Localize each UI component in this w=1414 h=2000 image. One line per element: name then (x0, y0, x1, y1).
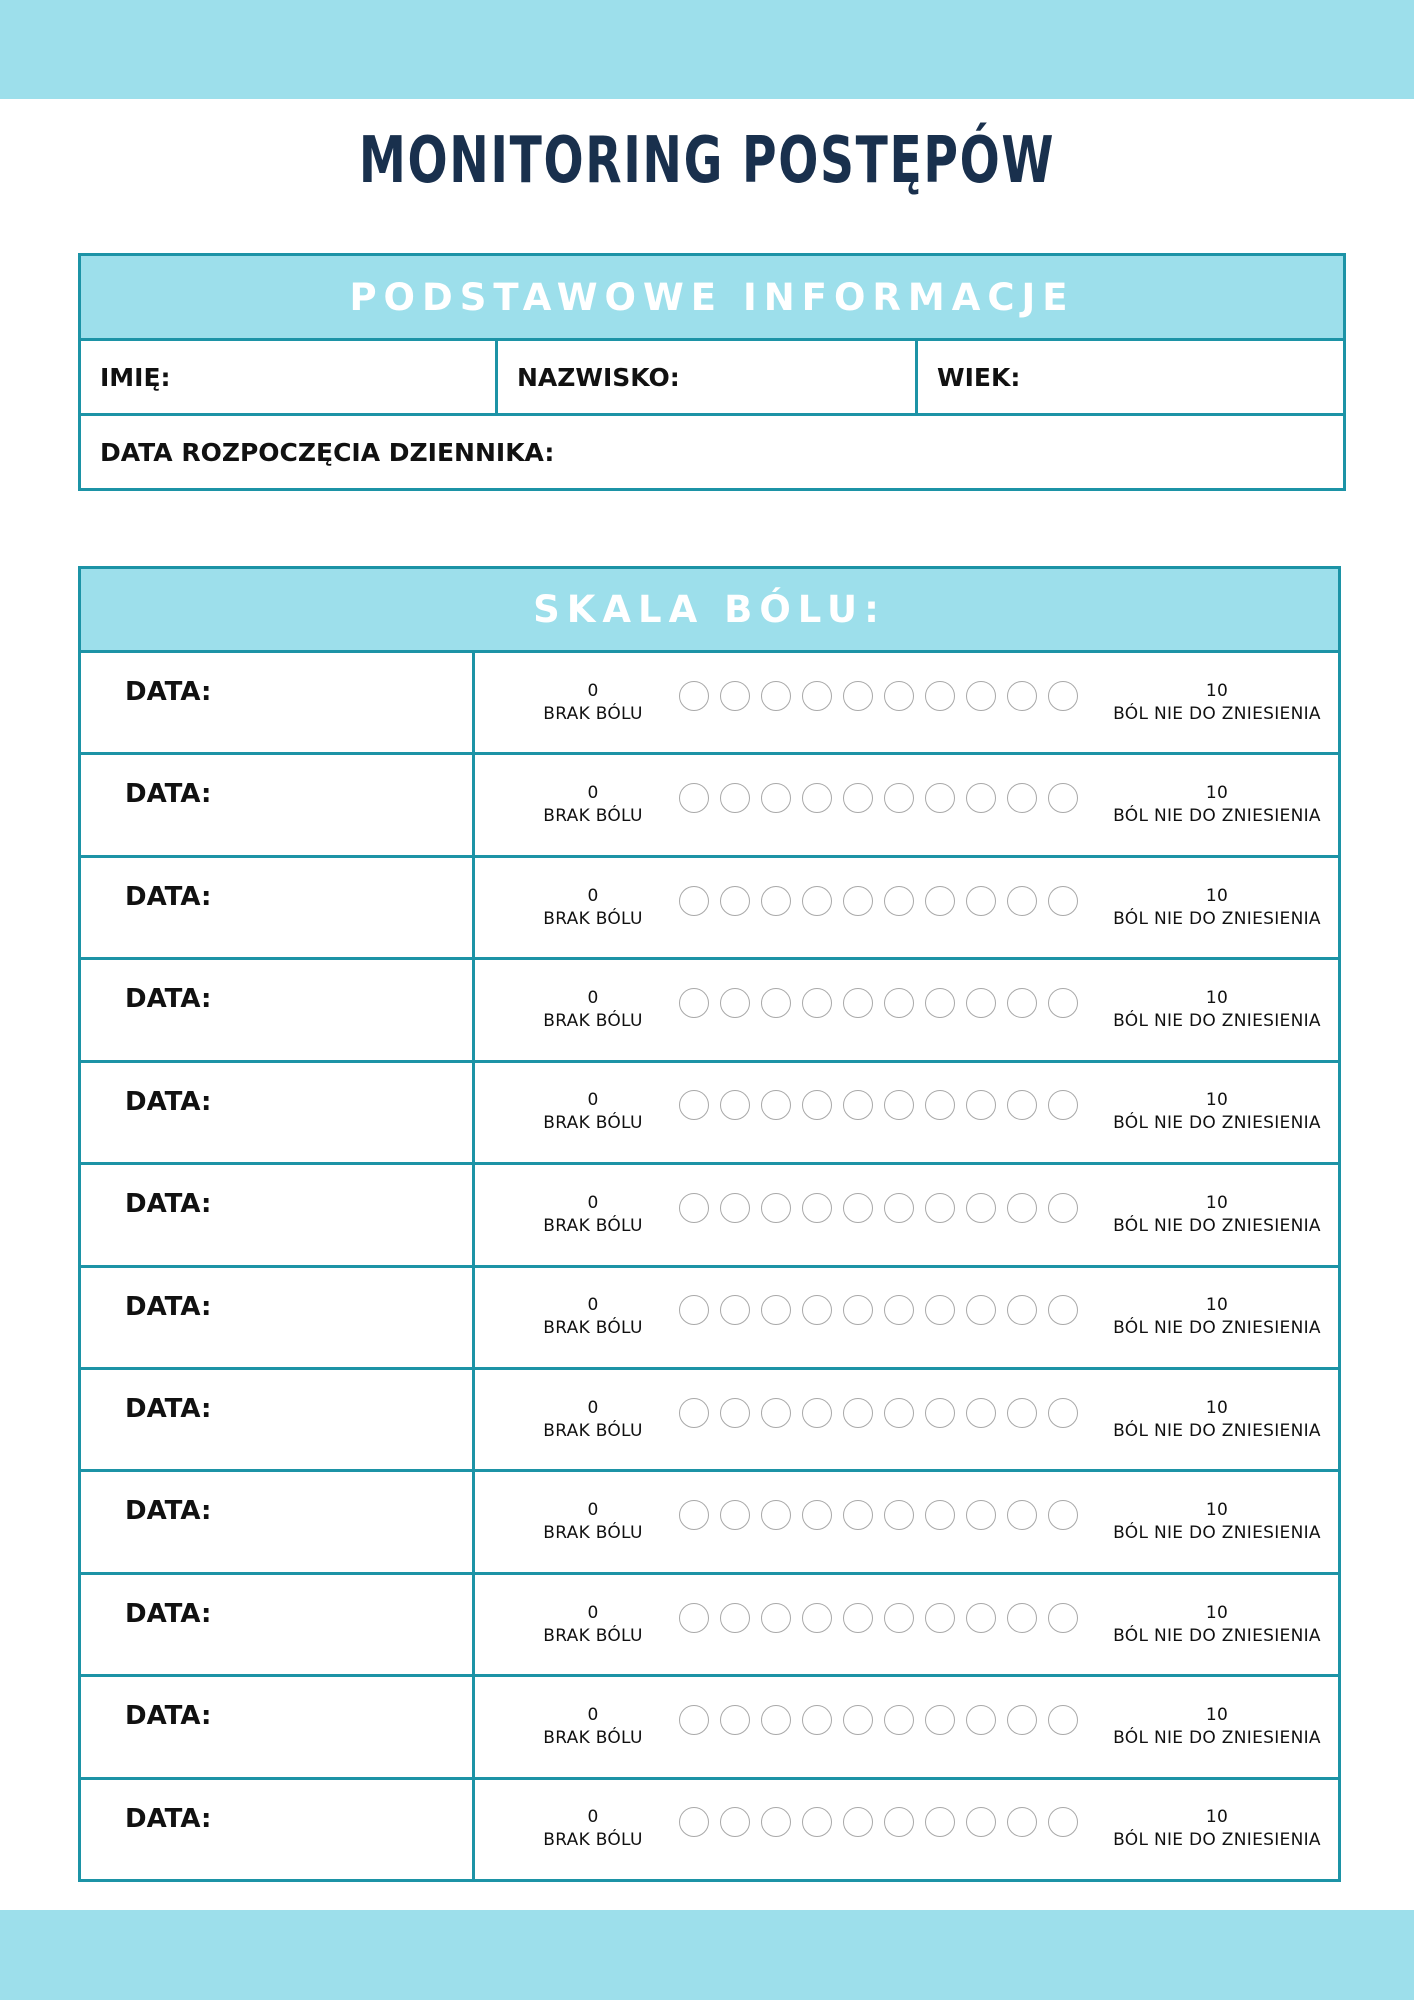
pain-scale (475, 1268, 1338, 1367)
scale-min (537, 1294, 649, 1340)
age-field[interactable] (918, 341, 1343, 413)
last-name-label: NAZWISKO: (517, 362, 680, 392)
scale-min-value: 0 (587, 885, 599, 906)
pain-level-circle[interactable] (843, 783, 873, 813)
scale-max (1108, 1294, 1326, 1340)
pain-level-circle[interactable] (720, 1295, 750, 1325)
scale-max-label: BÓL NIE DO ZNIESIENIA (1113, 1625, 1321, 1646)
pain-level-circle[interactable] (843, 1807, 873, 1837)
scale-min (537, 782, 649, 828)
pain-circles (679, 1807, 1078, 1837)
scale-min-value: 0 (587, 1397, 599, 1418)
pain-level-circle[interactable] (925, 1500, 955, 1530)
pain-circles (679, 681, 1078, 711)
pain-level-circle[interactable] (802, 988, 832, 1018)
scale-max-value: 10 (1205, 1397, 1229, 1418)
pain-level-circle[interactable] (720, 886, 750, 916)
pain-level-circle[interactable] (884, 1090, 914, 1120)
pain-level-circle[interactable] (884, 1398, 914, 1428)
pain-level-circle[interactable] (1007, 1398, 1037, 1428)
pain-level-circle[interactable] (802, 1705, 832, 1735)
scale-min-value: 0 (587, 1295, 599, 1316)
pain-scale (475, 960, 1338, 1059)
start-date-label: DATA ROZPOCZĘCIA DZIENNIKA: (100, 437, 555, 467)
scale-max-value: 10 (1205, 1090, 1229, 1111)
pain-level-circle[interactable] (761, 886, 791, 916)
scale-max (1108, 1602, 1326, 1648)
pain-level-circle[interactable] (802, 1807, 832, 1837)
pain-level-circle[interactable] (802, 1193, 832, 1223)
pain-scale-row (81, 650, 1338, 752)
pain-level-circle[interactable] (884, 1500, 914, 1530)
scale-min-label: BRAK BÓLU (543, 1523, 643, 1544)
pain-level-circle[interactable] (843, 1705, 873, 1735)
pain-circles (679, 1705, 1078, 1735)
date-field[interactable] (81, 1780, 475, 1879)
scale-min-label: BRAK BÓLU (543, 1420, 643, 1441)
start-date-field[interactable] (81, 416, 1343, 488)
pain-level-circle[interactable] (1007, 886, 1037, 916)
scale-max-label: BÓL NIE DO ZNIESIENIA (1113, 1727, 1321, 1748)
scale-max-label: BÓL NIE DO ZNIESIENIA (1113, 806, 1321, 827)
pain-level-circle[interactable] (966, 988, 996, 1018)
scale-min-value: 0 (587, 1500, 599, 1521)
scale-max-label: BÓL NIE DO ZNIESIENIA (1113, 1113, 1321, 1134)
pain-level-circle[interactable] (966, 1295, 996, 1325)
scale-min (537, 1499, 649, 1545)
pain-level-circle[interactable] (1048, 783, 1078, 813)
date-label: DATA: (125, 677, 212, 707)
pain-scale (475, 858, 1338, 957)
pain-level-circle[interactable] (925, 886, 955, 916)
pain-level-circle[interactable] (884, 886, 914, 916)
pain-level-circle[interactable] (720, 681, 750, 711)
scale-max-value: 10 (1205, 885, 1229, 906)
pain-level-circle[interactable] (925, 1705, 955, 1735)
basic-info-header: PODSTAWOWE INFORMACJE (81, 256, 1343, 341)
pain-level-circle[interactable] (925, 1603, 955, 1633)
pain-level-circle[interactable] (1048, 1295, 1078, 1325)
scale-min-value: 0 (587, 1192, 599, 1213)
pain-level-circle[interactable] (843, 1193, 873, 1223)
date-field[interactable] (81, 1575, 475, 1674)
pain-level-circle[interactable] (925, 1295, 955, 1325)
scale-max-value: 10 (1205, 1704, 1229, 1725)
pain-level-circle[interactable] (802, 886, 832, 916)
date-label: DATA: (125, 1701, 212, 1732)
pain-circles (679, 988, 1078, 1018)
pain-level-circle[interactable] (925, 1193, 955, 1223)
pain-level-circle[interactable] (802, 1295, 832, 1325)
scale-max-label: BÓL NIE DO ZNIESIENIA (1113, 703, 1321, 724)
pain-scale-row (81, 1265, 1338, 1367)
scale-min (537, 1192, 649, 1238)
scale-max-value: 10 (1205, 1500, 1229, 1521)
date-field[interactable] (81, 1063, 475, 1162)
scale-max-value: 10 (1205, 1807, 1229, 1828)
date-field[interactable] (81, 1268, 475, 1367)
pain-level-circle[interactable] (679, 1398, 709, 1428)
pain-scale-section (78, 566, 1341, 1882)
pain-circles (679, 1603, 1078, 1633)
pain-level-circle[interactable] (925, 1398, 955, 1428)
pain-scale-row (81, 752, 1338, 854)
pain-level-circle[interactable] (802, 1090, 832, 1120)
date-label: DATA: (125, 1496, 212, 1527)
pain-scale-row (81, 1572, 1338, 1674)
scale-min-value: 0 (587, 783, 599, 804)
pain-level-circle[interactable] (802, 783, 832, 813)
scale-max-value: 10 (1205, 1295, 1229, 1316)
pain-level-circle[interactable] (966, 1090, 996, 1120)
pain-level-circle[interactable] (1048, 1500, 1078, 1530)
date-field[interactable] (81, 1677, 475, 1776)
pain-scale-row (81, 957, 1338, 1059)
scale-max-label: BÓL NIE DO ZNIESIENIA (1113, 1318, 1321, 1339)
pain-level-circle[interactable] (720, 1603, 750, 1633)
scale-min-label: BRAK BÓLU (543, 1010, 643, 1031)
pain-level-circle[interactable] (761, 1705, 791, 1735)
date-field[interactable] (81, 755, 475, 854)
pain-circles (679, 886, 1078, 916)
pain-level-circle[interactable] (802, 681, 832, 711)
scale-max-value: 10 (1205, 783, 1229, 804)
pain-level-circle[interactable] (761, 1295, 791, 1325)
scale-min-label: BRAK BÓLU (543, 1830, 643, 1851)
pain-level-circle[interactable] (925, 1807, 955, 1837)
scale-max-value: 10 (1205, 680, 1229, 701)
scale-min-value: 0 (587, 1807, 599, 1828)
scale-max-label: BÓL NIE DO ZNIESIENIA (1113, 1420, 1321, 1441)
pain-scale-row (81, 1777, 1338, 1879)
scale-min-label: BRAK BÓLU (543, 1727, 643, 1748)
scale-max (1108, 680, 1326, 726)
date-field[interactable] (81, 1370, 475, 1469)
pain-level-circle[interactable] (720, 1807, 750, 1837)
pain-level-circle[interactable] (1048, 1193, 1078, 1223)
pain-level-circle[interactable] (720, 783, 750, 813)
pain-scale-row (81, 1060, 1338, 1162)
pain-level-circle[interactable] (720, 1398, 750, 1428)
basic-info-row (81, 341, 1343, 416)
date-label: DATA: (125, 779, 212, 810)
page-title: MONITORING POSTĘPÓW (358, 124, 1056, 198)
pain-level-circle[interactable] (884, 1193, 914, 1223)
pain-level-circle[interactable] (679, 1090, 709, 1120)
scale-max (1108, 1089, 1326, 1135)
pain-level-circle[interactable] (925, 1090, 955, 1120)
pain-scale (475, 1472, 1338, 1571)
date-field[interactable] (81, 858, 475, 957)
pain-level-circle[interactable] (679, 1500, 709, 1530)
pain-level-circle[interactable] (843, 681, 873, 711)
scale-min-label: BRAK BÓLU (543, 1215, 643, 1236)
pain-scale (475, 1063, 1338, 1162)
pain-level-circle[interactable] (679, 886, 709, 916)
scale-min (537, 1704, 649, 1750)
scale-max-label: BÓL NIE DO ZNIESIENIA (1113, 1830, 1321, 1851)
pain-level-circle[interactable] (966, 1500, 996, 1530)
scale-min-label: BRAK BÓLU (543, 1625, 643, 1646)
date-label: DATA: (125, 1393, 212, 1424)
scale-max-label: BÓL NIE DO ZNIESIENIA (1113, 908, 1321, 929)
pain-scale (475, 1165, 1338, 1264)
bottom-band (0, 1910, 1414, 2000)
age-label: WIEK: (937, 362, 1021, 392)
pain-scale (475, 1780, 1338, 1879)
pain-level-circle[interactable] (761, 1807, 791, 1837)
pain-level-circle[interactable] (761, 1603, 791, 1633)
pain-level-circle[interactable] (720, 1705, 750, 1735)
scale-max (1108, 1704, 1326, 1750)
pain-level-circle[interactable] (1007, 1705, 1037, 1735)
scale-max-label: BÓL NIE DO ZNIESIENIA (1113, 1010, 1321, 1031)
pain-level-circle[interactable] (843, 1398, 873, 1428)
pain-level-circle[interactable] (843, 886, 873, 916)
pain-scale-rows (81, 650, 1338, 1879)
pain-level-circle[interactable] (925, 783, 955, 813)
pain-level-circle[interactable] (761, 783, 791, 813)
pain-scale-row (81, 855, 1338, 957)
pain-circles (679, 1295, 1078, 1325)
scale-max (1108, 1499, 1326, 1545)
top-band (0, 0, 1414, 99)
scale-max-value: 10 (1205, 1192, 1229, 1213)
pain-level-circle[interactable] (966, 681, 996, 711)
date-field[interactable] (81, 960, 475, 1059)
scale-min (537, 1806, 649, 1852)
scale-min (537, 1089, 649, 1135)
scale-max (1108, 1192, 1326, 1238)
pain-level-circle[interactable] (761, 988, 791, 1018)
scale-min-label: BRAK BÓLU (543, 908, 643, 929)
scale-min-value: 0 (587, 680, 599, 701)
date-field[interactable] (81, 1472, 475, 1571)
pain-scale (475, 1370, 1338, 1469)
pain-circles (679, 1500, 1078, 1530)
pain-circles (679, 783, 1078, 813)
pain-level-circle[interactable] (1007, 988, 1037, 1018)
pain-level-circle[interactable] (1007, 783, 1037, 813)
pain-level-circle[interactable] (761, 1090, 791, 1120)
pain-level-circle[interactable] (884, 783, 914, 813)
scale-min (537, 680, 649, 726)
date-label: DATA: (125, 1598, 212, 1629)
pain-scale (475, 755, 1338, 854)
scale-min-label: BRAK BÓLU (543, 1318, 643, 1339)
date-label: DATA: (125, 984, 212, 1015)
pain-scale-row (81, 1469, 1338, 1571)
pain-level-circle[interactable] (761, 1398, 791, 1428)
scale-max-value: 10 (1205, 987, 1229, 1008)
pain-level-circle[interactable] (843, 1090, 873, 1120)
pain-level-circle[interactable] (761, 1500, 791, 1530)
pain-level-circle[interactable] (679, 1295, 709, 1325)
pain-level-circle[interactable] (1007, 1090, 1037, 1120)
pain-level-circle[interactable] (966, 1193, 996, 1223)
pain-level-circle[interactable] (1007, 1807, 1037, 1837)
first-name-field[interactable] (81, 341, 498, 413)
date-label: DATA: (125, 1291, 212, 1322)
scale-min-value: 0 (587, 1704, 599, 1725)
pain-level-circle[interactable] (1007, 1193, 1037, 1223)
scale-max (1108, 1397, 1326, 1443)
pain-level-circle[interactable] (679, 1603, 709, 1633)
pain-level-circle[interactable] (720, 988, 750, 1018)
pain-circles (679, 1193, 1078, 1223)
start-date-row (81, 416, 1343, 488)
pain-level-circle[interactable] (925, 681, 955, 711)
pain-level-circle[interactable] (802, 1603, 832, 1633)
scale-max (1108, 987, 1326, 1033)
pain-level-circle[interactable] (1007, 1603, 1037, 1633)
scale-min-label: BRAK BÓLU (543, 1113, 643, 1134)
pain-level-circle[interactable] (966, 1398, 996, 1428)
pain-level-circle[interactable] (966, 886, 996, 916)
pain-level-circle[interactable] (1048, 1603, 1078, 1633)
pain-level-circle[interactable] (679, 783, 709, 813)
scale-max (1108, 1806, 1326, 1852)
pain-level-circle[interactable] (884, 1603, 914, 1633)
pain-level-circle[interactable] (761, 1193, 791, 1223)
pain-level-circle[interactable] (884, 988, 914, 1018)
pain-level-circle[interactable] (1007, 1500, 1037, 1530)
pain-level-circle[interactable] (720, 1193, 750, 1223)
pain-level-circle[interactable] (884, 1705, 914, 1735)
scale-min (537, 987, 649, 1033)
pain-level-circle[interactable] (1048, 988, 1078, 1018)
pain-level-circle[interactable] (802, 1398, 832, 1428)
pain-level-circle[interactable] (1048, 1807, 1078, 1837)
basic-info-section (78, 253, 1346, 491)
pain-level-circle[interactable] (843, 1603, 873, 1633)
pain-scale (475, 653, 1338, 752)
pain-level-circle[interactable] (1048, 886, 1078, 916)
pain-scale-row (81, 1674, 1338, 1776)
scale-max (1108, 885, 1326, 931)
pain-scale (475, 1677, 1338, 1776)
pain-level-circle[interactable] (679, 988, 709, 1018)
pain-level-circle[interactable] (843, 988, 873, 1018)
scale-max-label: BÓL NIE DO ZNIESIENIA (1113, 1523, 1321, 1544)
scale-min (537, 1397, 649, 1443)
pain-level-circle[interactable] (1007, 681, 1037, 711)
scale-min (537, 1602, 649, 1648)
pain-level-circle[interactable] (884, 1295, 914, 1325)
pain-circles (679, 1090, 1078, 1120)
scale-min (537, 885, 649, 931)
scale-max (1108, 782, 1326, 828)
pain-level-circle[interactable] (966, 1705, 996, 1735)
pain-level-circle[interactable] (1048, 1090, 1078, 1120)
pain-level-circle[interactable] (679, 1807, 709, 1837)
date-label: DATA: (125, 881, 212, 912)
pain-level-circle[interactable] (679, 1193, 709, 1223)
pain-level-circle[interactable] (1048, 1705, 1078, 1735)
pain-level-circle[interactable] (884, 681, 914, 711)
pain-circles (679, 1398, 1078, 1428)
pain-level-circle[interactable] (1007, 1295, 1037, 1325)
pain-level-circle[interactable] (843, 1500, 873, 1530)
pain-level-circle[interactable] (925, 988, 955, 1018)
pain-scale (475, 1575, 1338, 1674)
scale-max-value: 10 (1205, 1602, 1229, 1623)
date-label: DATA: (125, 1189, 212, 1220)
date-label: DATA: (125, 1086, 212, 1117)
pain-level-circle[interactable] (679, 681, 709, 711)
pain-level-circle[interactable] (720, 1090, 750, 1120)
pain-scale-row (81, 1367, 1338, 1469)
scale-min-value: 0 (587, 1602, 599, 1623)
pain-level-circle[interactable] (802, 1500, 832, 1530)
first-name-label: IMIĘ: (100, 362, 171, 392)
pain-level-circle[interactable] (966, 783, 996, 813)
pain-level-circle[interactable] (1048, 681, 1078, 711)
last-name-field[interactable] (498, 341, 918, 413)
pain-level-circle[interactable] (679, 1705, 709, 1735)
scale-min-label: BRAK BÓLU (543, 806, 643, 827)
date-label: DATA: (125, 1803, 212, 1834)
scale-max-label: BÓL NIE DO ZNIESIENIA (1113, 1215, 1321, 1236)
date-field[interactable] (81, 1165, 475, 1264)
pain-level-circle[interactable] (884, 1807, 914, 1837)
pain-level-circle[interactable] (843, 1295, 873, 1325)
scale-min-value: 0 (587, 1090, 599, 1111)
date-field[interactable] (81, 653, 475, 752)
scale-min-label: BRAK BÓLU (543, 703, 643, 724)
pain-level-circle[interactable] (1048, 1398, 1078, 1428)
scale-min-value: 0 (587, 987, 599, 1008)
pain-level-circle[interactable] (720, 1500, 750, 1530)
pain-scale-row (81, 1162, 1338, 1264)
pain-level-circle[interactable] (761, 681, 791, 711)
pain-scale-header: SKALA BÓLU: (81, 569, 1338, 650)
pain-level-circle[interactable] (966, 1807, 996, 1837)
pain-level-circle[interactable] (966, 1603, 996, 1633)
